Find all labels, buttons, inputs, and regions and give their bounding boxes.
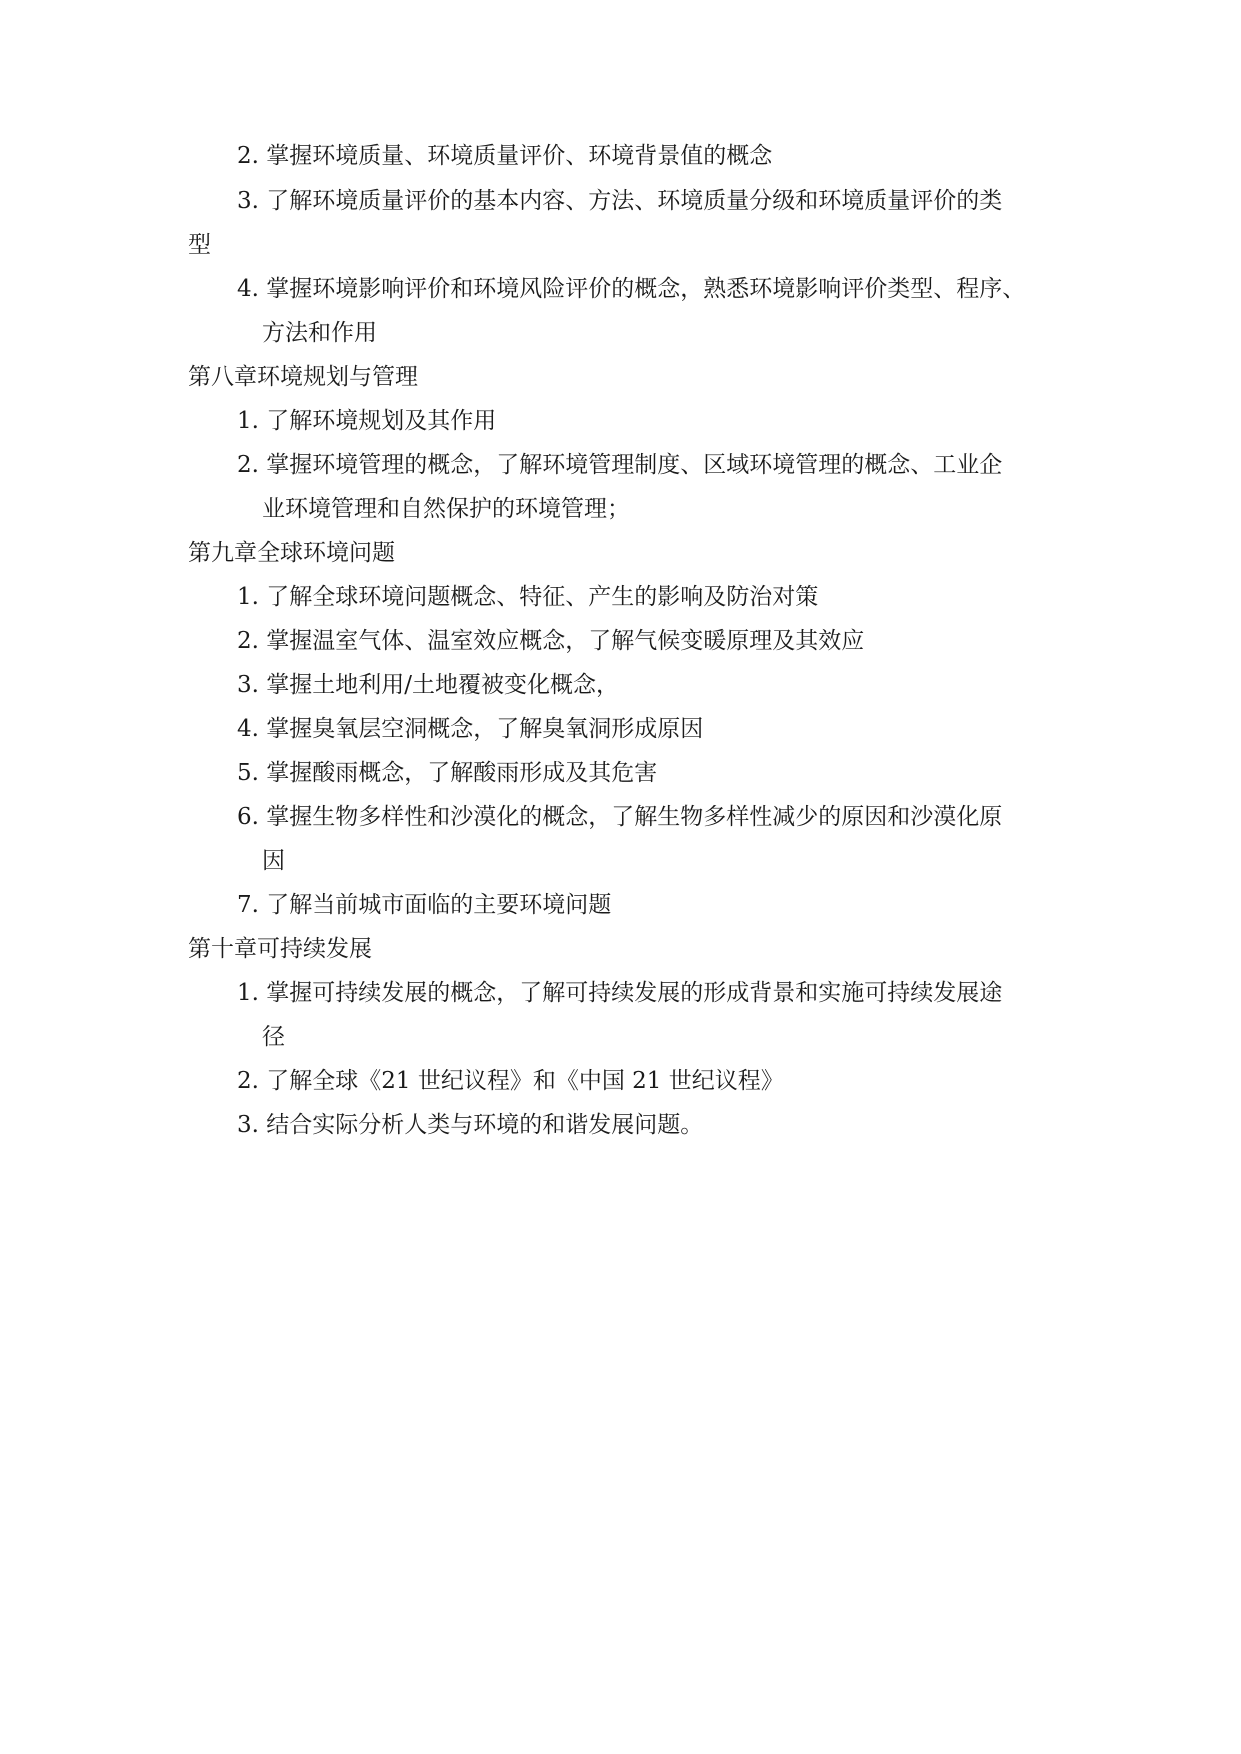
list-item-continuation: 因 (262, 848, 285, 874)
list-item: 1. 了解全球环境问题概念、特征、产生的影响及防治对策 (237, 584, 819, 610)
list-item: 3. 了解环境质量评价的基本内容、方法、环境质量分级和环境质量评价的类 (237, 188, 1003, 214)
list-item: 3. 掌握土地利用/土地覆被变化概念， (237, 672, 620, 698)
list-item: 1. 了解环境规划及其作用 (237, 408, 497, 434)
list-item: 5. 掌握酸雨概念，了解酸雨形成及其危害 (237, 760, 658, 786)
list-item-continuation: 型 (188, 232, 211, 258)
list-item-continuation: 径 (262, 1024, 285, 1050)
list-item-continuation: 业环境管理和自然保护的环境管理； (262, 496, 630, 522)
list-item-continuation: 方法和作用 (262, 320, 377, 346)
list-item: 2. 掌握温室气体、温室效应概念，了解气候变暖原理及其效应 (237, 628, 865, 654)
chapter-heading: 第十章可持续发展 (188, 936, 372, 962)
list-item: 4. 掌握环境影响评价和环境风险评价的概念，熟悉环境影响评价类型、程序、 (237, 276, 1026, 302)
list-item: 1. 掌握可持续发展的概念，了解可持续发展的形成背景和实施可持续发展途 (237, 980, 1003, 1006)
list-item: 2. 掌握环境管理的概念，了解环境管理制度、区域环境管理的概念、工业企 (237, 452, 1003, 478)
list-item: 2. 掌握环境质量、环境质量评价、环境背景值的概念 (237, 143, 773, 169)
chapter-heading: 第九章全球环境问题 (188, 540, 395, 566)
list-item: 2. 了解全球《21 世纪议程》和《中国 21 世纪议程》 (237, 1068, 784, 1094)
chapter-heading: 第八章环境规划与管理 (188, 364, 418, 390)
list-item: 7. 了解当前城市面临的主要环境问题 (237, 892, 612, 918)
list-item: 4. 掌握臭氧层空洞概念，了解臭氧洞形成原因 (237, 716, 704, 742)
list-item: 3. 结合实际分析人类与环境的和谐发展问题。 (237, 1112, 704, 1138)
list-item: 6. 掌握生物多样性和沙漠化的概念，了解生物多样性减少的原因和沙漠化原 (237, 804, 1003, 830)
